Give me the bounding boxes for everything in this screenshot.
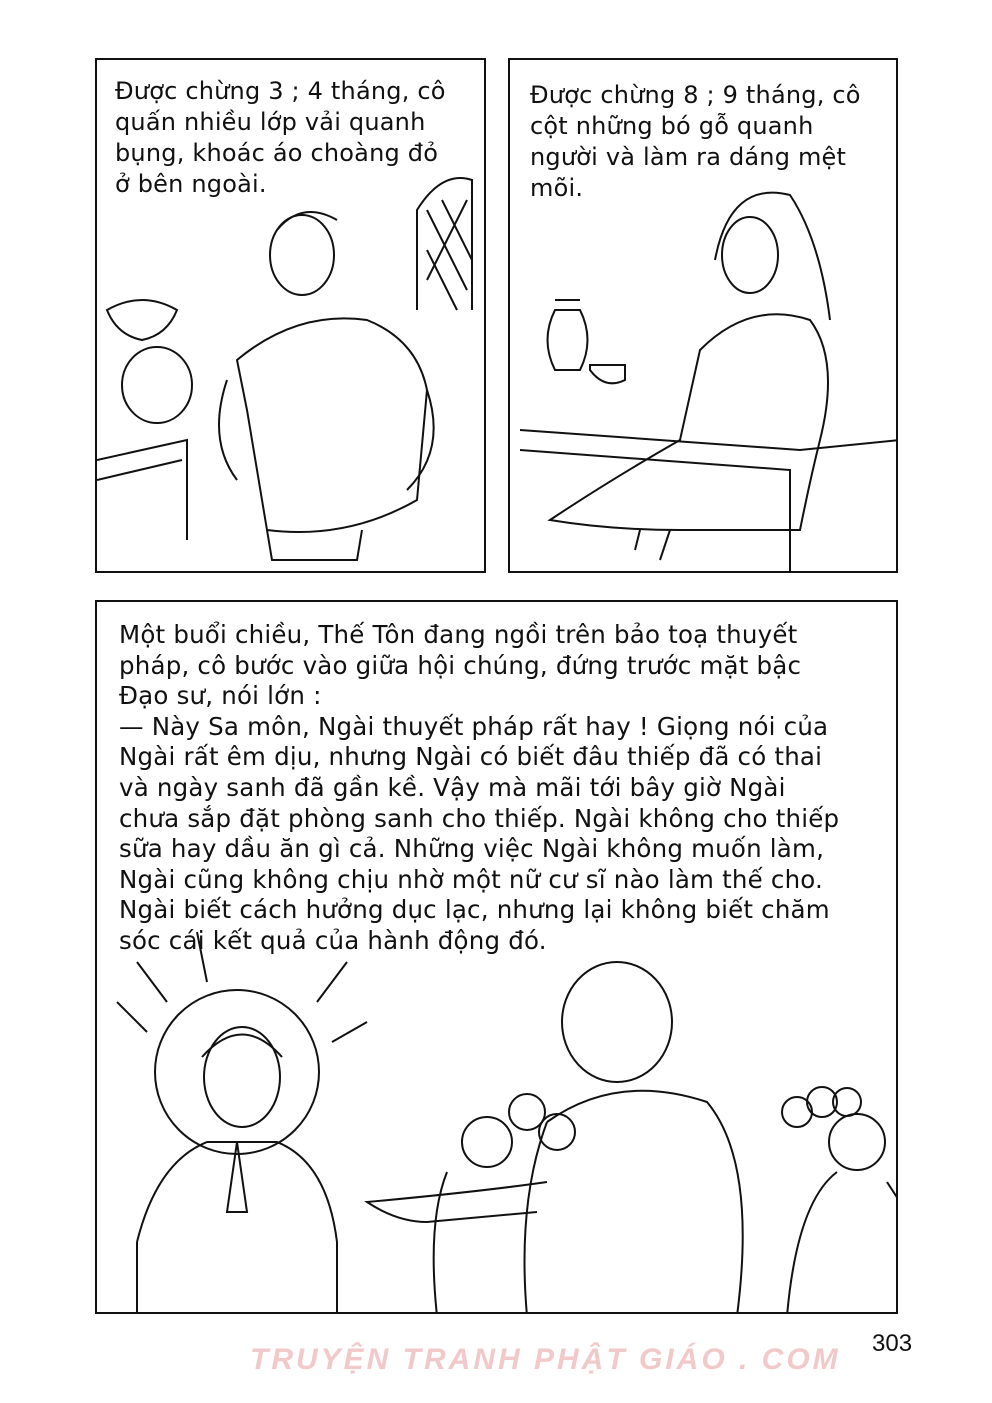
caption-line: — Này Sa môn, Ngài thuyết pháp rất hay ! Giọng nói của	[119, 711, 829, 741]
panel-2-caption	[530, 80, 861, 204]
caption-line: Được chừng 3 ; 4 tháng, cô	[115, 77, 446, 105]
caption-line: và ngày sanh đã gần kề. Vậy mà mãi tới bây giờ Ngài	[119, 772, 786, 802]
caption-line: quấn nhiều lớp vải quanh	[115, 108, 426, 136]
caption-line: Ngài biết cách hưởng dục lạc, nhưng lại không biết chăm	[119, 895, 830, 925]
watermark: TRUYỆN TRANH PHẬT GIÁO . COM	[250, 1343, 841, 1376]
panel-3-caption	[119, 620, 839, 957]
comic-panel-3	[95, 600, 898, 1314]
caption-line: mõi.	[530, 174, 584, 202]
caption-line: Đạo sư, nói lớn :	[119, 681, 322, 711]
caption-line: ở bên ngoài.	[115, 170, 267, 198]
caption-line: pháp, cô bước vào giữa hội chúng, đứng trước mặt bậc	[119, 650, 802, 680]
caption-line: Ngài rất êm dịu, nhưng Ngài có biết đâu thiếp đã có thai	[119, 742, 823, 772]
caption-line: bụng, khoác áo choàng đỏ	[115, 139, 439, 167]
comic-panel-2	[508, 58, 898, 573]
caption-line: sữa hay dầu ăn gì cả. Những việc Ngài không muốn làm,	[119, 834, 825, 864]
caption-line: chưa sắp đặt phòng sanh cho thiếp. Ngài không cho thiếp	[119, 803, 840, 833]
page-number: 303	[872, 1330, 913, 1357]
caption-line: sóc cái kết quả của hành động đó.	[119, 925, 547, 955]
caption-line: cột những bó gỗ quanh	[530, 112, 814, 140]
caption-line: Một buổi chiều, Thế Tôn đang ngồi trên bảo toạ thuyết	[119, 620, 798, 649]
caption-line: Được chừng 8 ; 9 tháng, cô	[530, 81, 861, 109]
caption-line: người và làm ra dáng mệt	[530, 143, 847, 171]
caption-line: Ngài cũng không chịu nhờ một nữ cư sĩ nào làm thế cho.	[119, 864, 824, 894]
comic-panel-1	[95, 58, 486, 573]
panel-1-caption	[115, 76, 446, 200]
